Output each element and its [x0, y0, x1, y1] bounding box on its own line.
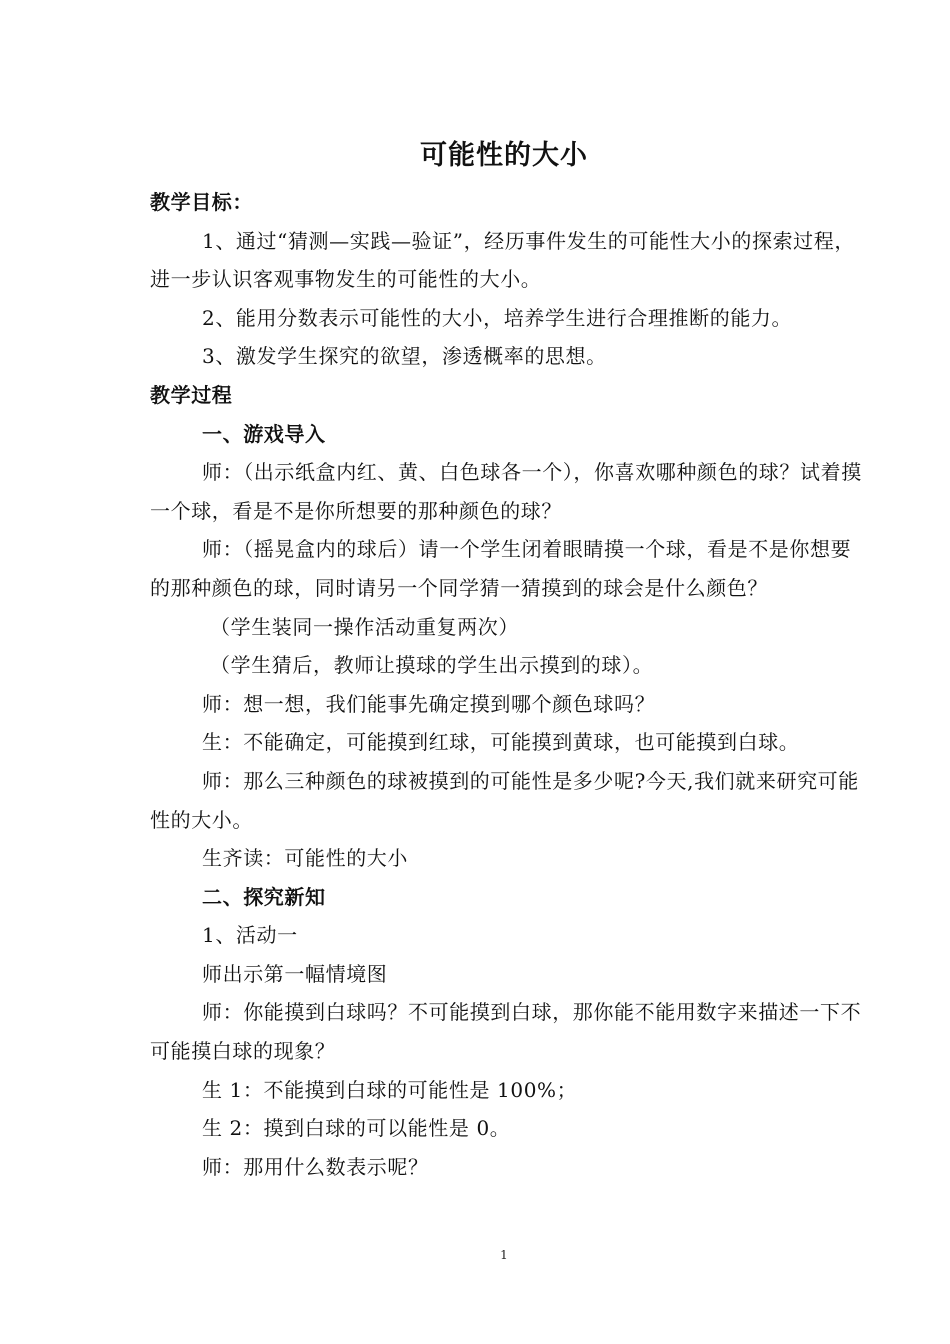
page-number: 1 [500, 1248, 508, 1262]
heading-teaching-goals: 教学目标： [150, 190, 253, 214]
body-paragraph: 师：那用什么数表示呢？ [202, 1154, 429, 1179]
body-paragraph: 师出示第一幅情境图 [202, 961, 388, 986]
body-paragraph: 生：不能确定，可能摸到红球，可能摸到黄球，也可能摸到白球。 [202, 730, 800, 755]
section-heading-game-intro: 一、游戏导入 [202, 421, 326, 446]
body-paragraph: 师：（出示纸盒内红、黄、白色球各一个），你喜欢哪种颜色的球？试着摸一个球，看是不是你所想要的那种颜色的球？ [150, 460, 862, 523]
body-paragraph: 师：想一想，我们能事先确定摸到哪个颜色球吗？ [202, 691, 656, 716]
body-paragraph: 师：那么三种颜色的球被摸到的可能性是多少呢?今天,我们就来研究可能性的大小。 [150, 768, 859, 832]
body-paragraph: 生 2：摸到白球的可以能性是 0。 [202, 1116, 511, 1141]
document-body [150, 183, 862, 1186]
body-paragraph: 师：你能摸到白球吗？不可能摸到白球，那你能不能用数字来描述一下不可能摸白球的现象？ [150, 1000, 862, 1064]
body-paragraph: 生 1：不能摸到白球的可能性是 100%； [202, 1077, 578, 1102]
document-title: 可能性的大小 [420, 140, 588, 171]
body-paragraph: （学生装同一操作活动重复两次） [210, 614, 519, 639]
goal-paragraph-3: 3、激发学生探究的欲望，渗透概率的思想。 [202, 344, 607, 369]
body-paragraph: 生齐读：可能性的大小 [202, 846, 408, 871]
section-heading-explore: 二、探究新知 [202, 884, 326, 909]
heading-teaching-process: 教学过程 [150, 382, 233, 407]
goal-paragraph-1: 1、通过“猜测—实践—验证”，经历事件发生的可能性大小的探索过程，进一步认识客观事物发生的可能性的大小。 [150, 228, 855, 292]
body-paragraph: 1、活动一 [202, 923, 298, 948]
body-paragraph: 师：（摇晃盒内的球后）请一个学生闭着眼睛摸一个球，看是不是你想要的那种颜色的球，同时请另一个同学猜一猜摸到的球会是什么颜色？ [150, 537, 852, 600]
goal-paragraph-2: 2、能用分数表示可能性的大小，培养学生进行合理推断的能力。 [202, 305, 793, 330]
body-paragraph: （学生猜后，教师让摸球的学生出示摸到的球）。 [210, 653, 654, 678]
